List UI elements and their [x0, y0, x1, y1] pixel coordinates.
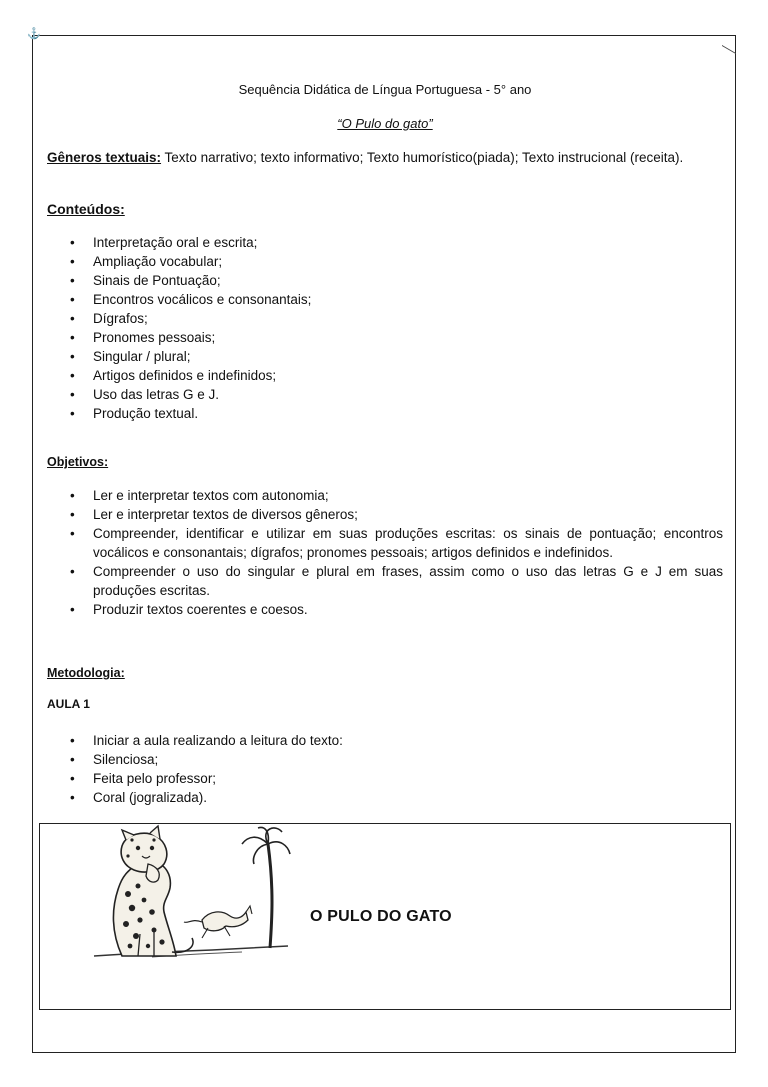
- list-item: [47, 769, 723, 788]
- list-item: [47, 486, 723, 505]
- generos-text: Texto narrativo; texto informativo; Texto humorístico(piada); Texto instrucional (receita).: [161, 150, 684, 165]
- list-item-text: Sinais de Pontuação;: [93, 273, 221, 288]
- list-item: [47, 788, 723, 807]
- generos-paragraph: [47, 146, 723, 170]
- list-item: [47, 404, 723, 423]
- list-item-text: Singular / plural;: [93, 349, 191, 364]
- list-item-text: Compreender, identificar e utilizar em suas produções escritas: os sinais de pontuação; encontros vocálicos e consonantais; dígrafos; pronomes pessoais; artigos definidos e indefinidos.: [93, 526, 723, 560]
- list-item-text: Ampliação vocabular;: [93, 254, 223, 269]
- story-title: O PULO DO GATO: [310, 908, 452, 925]
- list-item: [47, 385, 723, 404]
- list-item-text: Pronomes pessoais;: [93, 330, 216, 345]
- list-item-text: Iniciar a aula realizando a leitura do texto:: [93, 733, 343, 748]
- list-item: [47, 252, 723, 271]
- list-item: [47, 600, 723, 619]
- list-item-text: Silenciosa;: [93, 752, 159, 767]
- document-subtitle: Sequência Didática de Língua Portuguesa - 5° ano: [238, 82, 532, 97]
- conteudos-heading: Conteúdos:: [47, 201, 125, 217]
- bullet-icon: •: [70, 311, 75, 326]
- list-item: [47, 347, 723, 366]
- list-item: [47, 309, 723, 328]
- bullet-icon: •: [70, 488, 75, 503]
- list-item-text: Feita pelo professor;: [93, 771, 217, 786]
- bullet-icon: •: [70, 406, 75, 421]
- conteudos-list: [47, 233, 723, 423]
- objetivos-list: [47, 486, 723, 619]
- jaguar-and-cat-illustration: [92, 824, 292, 969]
- metodologia-heading: Metodologia:: [47, 666, 125, 680]
- list-item: [47, 271, 723, 290]
- bullet-icon: •: [70, 235, 75, 250]
- bullet-icon: •: [70, 752, 75, 767]
- list-item-text: Produzir textos coerentes e coesos.: [93, 602, 308, 617]
- list-item-text: Compreender o uso do singular e plural em frases, assim como o uso das letras G e J em suas produções escritas.: [93, 564, 723, 598]
- generos-label: Gêneros textuais:: [47, 150, 162, 165]
- list-item-text: Produção textual.: [93, 406, 199, 421]
- bullet-icon: •: [70, 526, 75, 541]
- bullet-icon: •: [70, 790, 75, 805]
- list-item-text: Ler e interpretar textos de diversos gêneros;: [93, 507, 358, 522]
- bullet-icon: •: [70, 387, 75, 402]
- list-item-text: Dígrafos;: [93, 311, 148, 326]
- list-item: [47, 328, 723, 347]
- list-item: [47, 562, 723, 600]
- bullet-icon: •: [70, 564, 75, 579]
- bullet-icon: •: [70, 254, 75, 269]
- list-item: [47, 366, 723, 385]
- objetivos-heading: Objetivos:: [47, 455, 109, 469]
- aula-heading: AULA 1: [47, 697, 90, 711]
- list-item: [47, 524, 723, 562]
- bullet-icon: •: [70, 602, 75, 617]
- bullet-icon: •: [70, 349, 75, 364]
- list-item-text: Coral (jogralizada).: [93, 790, 208, 805]
- bullet-icon: •: [70, 273, 75, 288]
- list-item: [47, 290, 723, 309]
- list-item-text: Uso das letras G e J.: [93, 387, 220, 402]
- list-item-text: Ler e interpretar textos com autonomia;: [93, 488, 329, 503]
- document-title: “O Pulo do gato”: [337, 116, 433, 131]
- anchor-icon: ⚓: [27, 28, 41, 40]
- list-item: [47, 750, 723, 769]
- aula-list: [47, 731, 723, 807]
- bullet-icon: •: [70, 507, 75, 522]
- bullet-icon: •: [70, 771, 75, 786]
- list-item: [47, 233, 723, 252]
- list-item: [47, 505, 723, 524]
- list-item-text: Interpretação oral e escrita;: [93, 235, 258, 250]
- bullet-icon: •: [70, 292, 75, 307]
- bullet-icon: •: [70, 330, 75, 345]
- bullet-icon: •: [70, 733, 75, 748]
- bullet-icon: •: [70, 368, 75, 383]
- list-item-text: Artigos definidos e indefinidos;: [93, 368, 277, 383]
- list-item-text: Encontros vocálicos e consonantais;: [93, 292, 312, 307]
- list-item: [47, 731, 723, 750]
